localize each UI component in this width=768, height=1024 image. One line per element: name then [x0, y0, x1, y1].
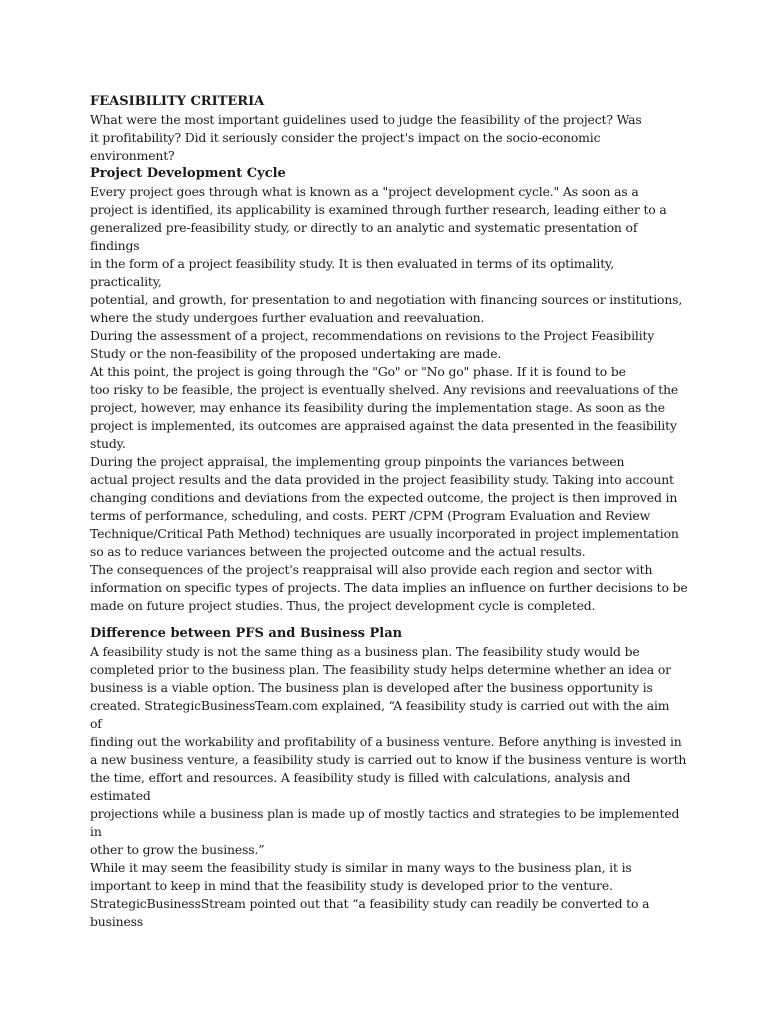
paragraph-line: projections while a business plan is made up of mostly tactics and strategies to be implemented	[90, 806, 680, 821]
paragraph-line: of	[90, 716, 102, 731]
paragraph-line: environment?	[90, 148, 175, 163]
section-spacer	[90, 615, 690, 625]
paragraph-line: completed prior to the business plan. The feasibility study helps determine whether an idea or	[90, 662, 671, 677]
paragraph-line: so as to reduce variances between the projected outcome and the actual results.	[90, 544, 586, 559]
paragraph-line: business	[90, 914, 144, 929]
paragraph-line: Study or the non-feasibility of the proposed undertaking are made.	[90, 346, 502, 361]
paragraph-line: other to grow the business.”	[90, 842, 265, 857]
paragraph-line: created. StrategicBusinessTeam.com explained, “A feasibility study is carried out with the aim	[90, 698, 670, 713]
paragraph-line: the time, effort and resources. A feasibility study is filled with calculations, analysis and	[90, 770, 631, 785]
paragraph-line: potential, and growth, for presentation to and negotiation with financing sources or institutions,	[90, 292, 683, 307]
paragraph-line: important to keep in mind that the feasibility study is developed prior to the venture.	[90, 878, 613, 893]
paragraph-line: in the form of a project feasibility study. It is then evaluated in terms of its optimality,	[90, 256, 615, 271]
paragraph-line: actual project results and the data provided in the project feasibility study. Taking into account	[90, 472, 674, 487]
paragraph-line: finding out the workability and profitability of a business venture. Before anything is invested in	[90, 734, 682, 749]
heading-feasibility-criteria: FEASIBILITY CRITERIA	[90, 94, 265, 109]
paragraph-line: During the assessment of a project, recommendations on revisions to the Project Feasibility	[90, 328, 655, 343]
paragraph-line: At this point, the project is going through the "Go" or "No go" phase. If it is found to be	[90, 364, 626, 379]
paragraph-line: study.	[90, 436, 126, 451]
paragraph-line: estimated	[90, 788, 151, 803]
paragraph-line: where the study undergoes further evaluation and reevaluation.	[90, 310, 485, 325]
paragraph-line: A feasibility study is not the same thing as a business plan. The feasibility study would be	[90, 644, 640, 659]
section1-body	[90, 111, 690, 165]
paragraph-line: project is implemented, its outcomes are appraised against the data presented in the feasibility	[90, 418, 677, 433]
paragraph-line: a new business venture, a feasibility study is carried out to know if the business venture is worth	[90, 752, 687, 767]
paragraph-line: changing conditions and deviations from the expected outcome, the project is then improved in	[90, 490, 678, 505]
paragraph-line: terms of performance, scheduling, and costs. PERT /CPM (Program Evaluation and Review	[90, 508, 651, 523]
paragraph-line: During the project appraisal, the implementing group pinpoints the variances between	[90, 454, 625, 469]
paragraph-line: The consequences of the project's reappraisal will also provide each region and sector with	[90, 562, 653, 577]
paragraph-line: generalized pre-feasibility study, or directly to an analytic and systematic presentation of	[90, 220, 638, 235]
document-page	[90, 93, 690, 931]
paragraph-line: What were the most important guidelines used to judge the feasibility of the project? Was	[90, 112, 642, 127]
paragraph-line: project is identified, its applicability is examined through further research, leading either to a	[90, 202, 667, 217]
paragraph-line: project, however, may enhance its feasibility during the implementation stage. As soon as the	[90, 400, 665, 415]
heading-project-development-cycle: Project Development Cycle	[90, 166, 286, 181]
paragraph-line: Technique/Critical Path Method) techniques are usually incorporated in project implementation	[90, 526, 679, 541]
section2-body	[90, 183, 690, 615]
paragraph-line: information on specific types of projects. The data implies an influence on further decisions to be	[90, 580, 688, 595]
paragraph-line: too risky to be feasible, the project is eventually shelved. Any revisions and reevaluations of the	[90, 382, 679, 397]
paragraph-line: While it may seem the feasibility study is similar in many ways to the business plan, it is	[90, 860, 632, 875]
paragraph-line: in	[90, 824, 102, 839]
paragraph-line: it profitability? Did it seriously consider the project's impact on the socio-economic	[90, 130, 601, 145]
paragraph-line: practicality,	[90, 274, 162, 289]
heading-difference-pfs-business-plan: Difference between PFS and Business Plan	[90, 626, 403, 641]
paragraph-line: business is a viable option. The business plan is developed after the business opportunity is	[90, 680, 653, 695]
paragraph-line: findings	[90, 238, 140, 253]
section3-body	[90, 643, 690, 931]
paragraph-line: Every project goes through what is known as a "project development cycle." As soon as a	[90, 184, 639, 199]
paragraph-line: StrategicBusinessStream pointed out that “a feasibility study can readily be converted to a	[90, 896, 650, 911]
paragraph-line: made on future project studies. Thus, the project development cycle is completed.	[90, 598, 596, 613]
